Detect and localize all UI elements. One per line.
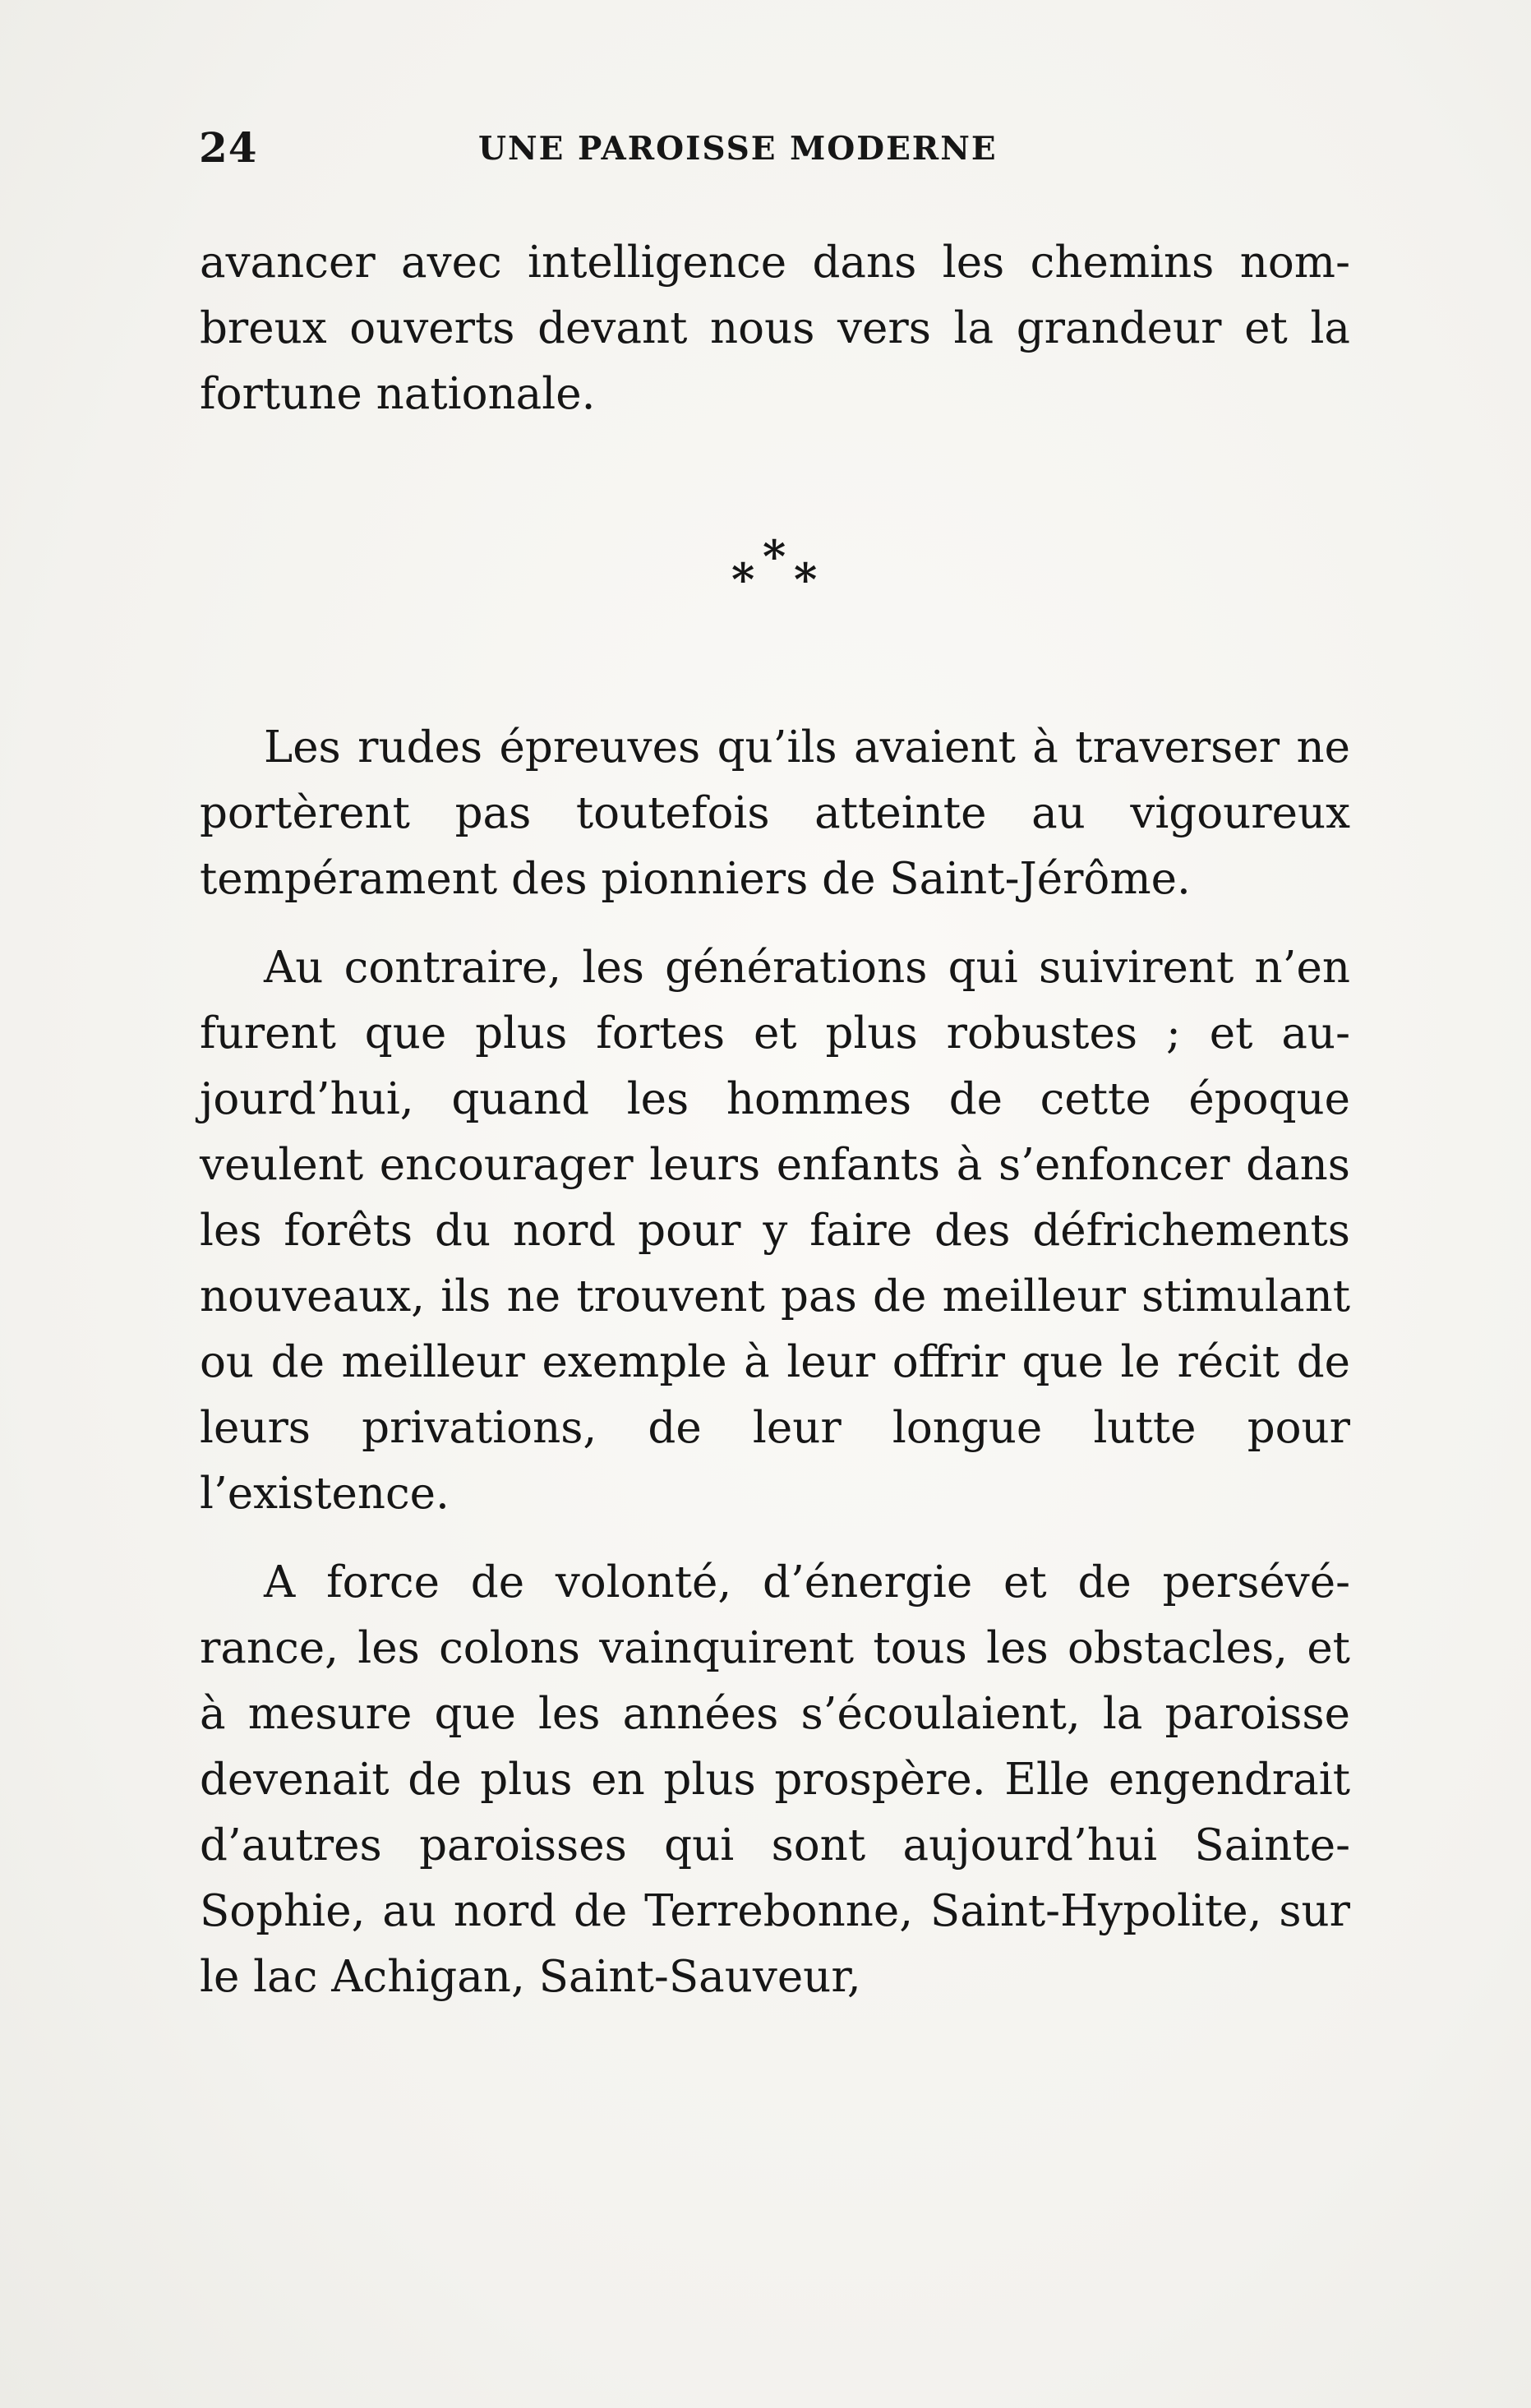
paragraph: Les rudes épreuves qu’ils avaient à traverser ne portèrent pas toutefois atteinte au vigoureux tempérament des pionniers de Saint-Jérôme. [200,722,1350,904]
running-head [199,123,1349,181]
paragraph: A force de volonté, d’énergie et de persévérance, les colons vainquirent tous les obstacles, et à mesure que les années s’écoulaient, la paroisse devenait de plus en plus prospère. Elle engendrait d’autres paroisses qui sont aujourd’hui Sainte-Sophie, au nord de Terrebonne, Saint-Hypolite, sur le lac Achigan, Saint-Sauveur, [200,1557,1350,2002]
asterism-separator [723,530,838,620]
text-block-continuation [200,230,1350,427]
text-block-main [200,715,1350,2010]
paragraph: Au contraire, les générations qui suivirent n’en furent que plus fortes et plus robustes ; et aujourd’hui, quand les hommes de cette époque veulent encourager leurs enfants à s’enfoncer dans les forêts du nord pour y faire des défrichements nouveaux, ils ne trouvent pas de meilleur stimulant ou de meilleur exemple à leur offrir que le récit de leurs privations, de leur longue lutte pour l’existence. [200,943,1350,1519]
asterism-star: * [794,553,818,606]
running-title: UNE PAROISSE MODERNE [478,130,998,168]
asterism-star: * [731,553,755,606]
asterism-star: * [763,530,786,583]
paragraph-continued: avancer avec intelligence dans les chemins nombreux ouverts devant nous vers la grandeur et la fortune nationale. [200,238,1350,419]
page-number: 24 [199,123,258,172]
